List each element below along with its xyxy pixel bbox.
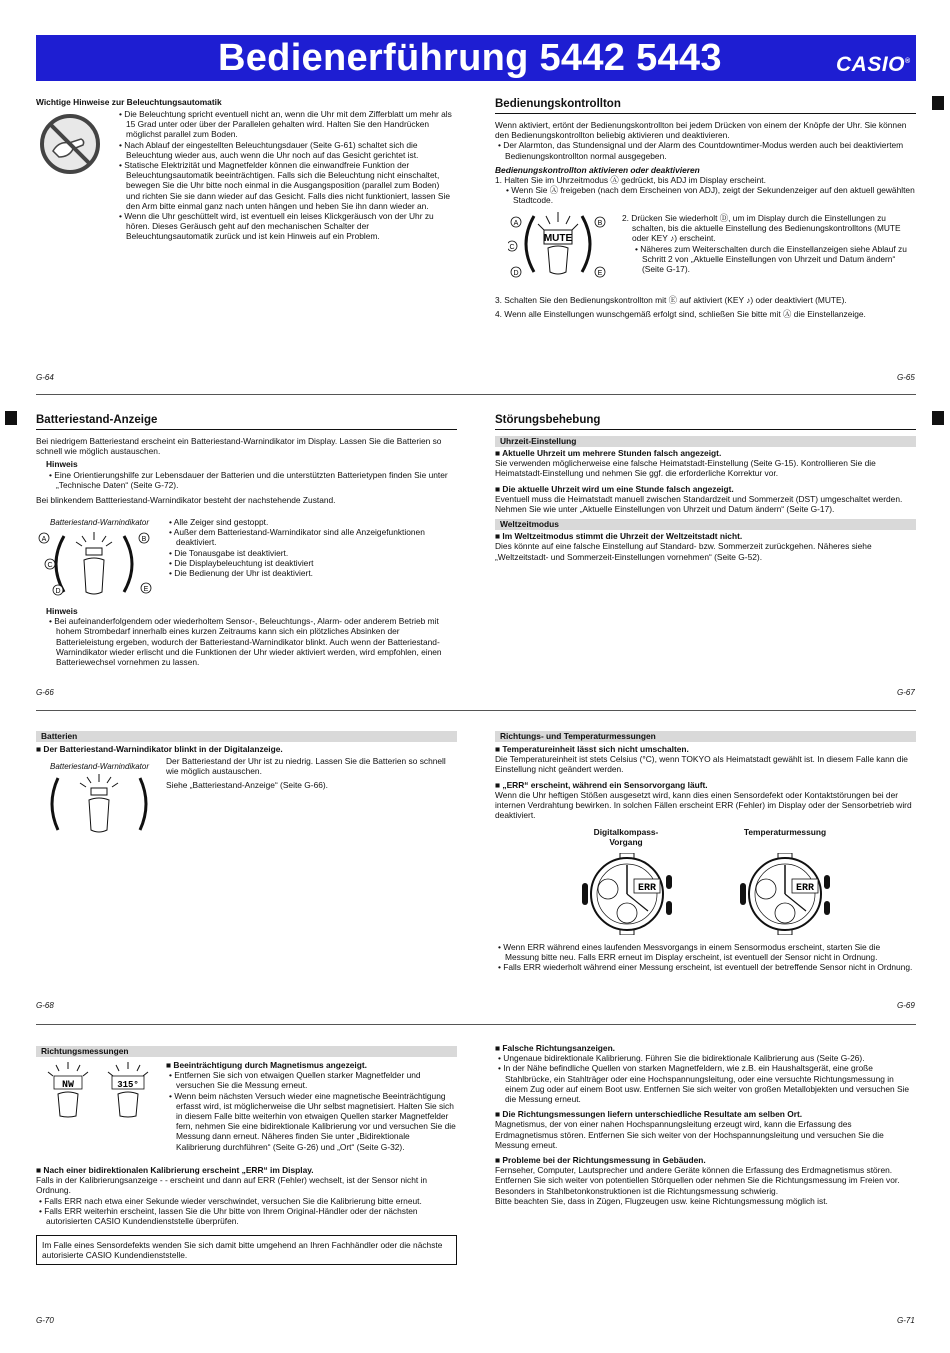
g70-q2-block <box>36 1165 457 1226</box>
err-display: ERR <box>637 883 657 894</box>
g69-fig2-title: Temperaturmessung <box>743 827 827 837</box>
section-g71 <box>495 1043 916 1206</box>
g71-bullet: • In der Nähe befindliche Quellen von starken Magnetfeldern, wie z.B. ein Haushaltsgerät, eine große Stahlbrücke, ein Stahlträger oder eine Hochspannungsleitung, oder eine versuchte Richtungsmessung in einem Zug oder auf einem Boot usw. Entfernen Sie sich weiter von großen Metallobjekten und versuchen Sie die Messung erneut. <box>495 1063 916 1104</box>
g70-bar: Richtungsmessungen <box>36 1046 457 1057</box>
g66-blink-intro: Bei blinkendem Battteriestand-Warnindikator besteht der nachstehende Zustand. <box>36 495 336 506</box>
g67-bar-world: Weltzeitmodus <box>495 519 916 530</box>
g70-q1-block <box>166 1060 456 1152</box>
g66-hinweis1: • Eine Orientierungshilfe zur Lebensdauer der Batterien und die unterstützten Batterietypen finden Sie unter „Technische Daten“ (Seite G-72). <box>46 470 457 490</box>
g65-steps-3-4 <box>495 295 916 319</box>
watch-display-degrees <box>100 1060 156 1118</box>
brand-logo <box>836 50 911 77</box>
button-label-a: A <box>513 220 519 227</box>
g69-bar: Richtungs- und Temperaturmessungen <box>495 731 916 742</box>
section-g68 <box>36 731 457 754</box>
section-g64 <box>36 97 456 242</box>
g65-step2-note: • Näheres zum Weiterschalten durch die Einstellanzeigen siehe Ablauf zu Schritt 2 von „Aktuelle Einstellungen von Uhrzeit und Datum ändern“ (Seite G-17). <box>632 244 916 275</box>
g69-q1: ■ Temperatureinheit lässt sich nicht umschalten. <box>495 744 916 754</box>
watch-display-nw <box>40 1060 96 1118</box>
g67-q2: ■ Die aktuelle Uhrzeit wird um eine Stunde falsch angezeigt. <box>495 484 916 494</box>
page-number-g64: G-64 <box>36 373 54 382</box>
button-label-e: E <box>143 586 149 593</box>
page-number-g70: G-70 <box>36 1316 54 1325</box>
g67-bar-time: Uhrzeit-Einstellung <box>495 436 916 447</box>
g71-bullet: • Ungenaue bidirektionale Kalibrierung. Führen Sie die bidirektionale Kalibrierung aus (Seite G-26). <box>495 1053 916 1063</box>
logo-mark: ® <box>905 58 911 65</box>
g69-fig1-title: Digitalkompass-Vorgang <box>593 827 659 848</box>
g65-step2-block <box>622 213 916 274</box>
g70-q1: ■ Beeinträchtigung durch Magnetismus angezeigt. <box>166 1060 456 1070</box>
display-nw-text: NW <box>61 1080 75 1091</box>
g67-q1: ■ Aktuelle Uhrzeit um mehrere Stunden falsch angezeigt. <box>495 448 916 458</box>
g70-bullet: • Falls ERR nach etwa einer Sekunde wieder verschwindet, versuchen Sie die Kalibrierung bitte erneut. <box>36 1196 457 1206</box>
g65-step1-note: • Wenn Sie Ⓐ freigeben (nach dem Erscheinen von ADJ), zeigt der Sekundenzeiger auf den aktuell gewählten Stadtcode. <box>503 185 916 205</box>
g68-answer <box>166 756 456 791</box>
button-label-a: A <box>41 536 47 543</box>
g69-q2: ■ „ERR“ erscheint, während ein Sensorvorgang läuft. <box>495 780 916 790</box>
g65-display-text: MUTE <box>543 233 573 244</box>
edge-mark-mid-left <box>5 411 17 425</box>
page-number-g68: G-68 <box>36 1001 54 1010</box>
g66-fig-caption: Batteriestand-Warnindikator <box>50 518 150 527</box>
section-g67 <box>495 413 916 562</box>
g64-bullet: • Nach Ablauf der eingestellten Beleuchtungsdauer (Seite G-61) schaltet sich die Beleuchtung wieder aus, auch wenn die Uhr noch auf das Gesicht gerichtet ist. <box>116 140 452 160</box>
g64-heading: Wichtige Hinweise zur Beleuchtungsautomatik <box>36 97 222 107</box>
g66-state: • Alle Zeiger sind gestoppt. <box>166 517 456 527</box>
g67-a2: Eventuell muss die Heimatstadt manuell zwischen Standardzeit und Sommerzeit (DST) umgeschaltet werden. Nehmen Sie wie unter „Aktuelle Einstellungen von Uhrzeit und Datum ändern“ (Seite G-17). <box>495 493 903 515</box>
g71-a2: Magnetismus, der von einer nahen Hochspannungsleitung erzeugt wird, kann die Erfassung des Erdmagnetismus stören. Entfernen Sie sich weiter von der Hochspannungsleitung und versuchen Sie die Messung erneut. <box>495 1119 884 1150</box>
g67-a3: Dies könnte auf eine falsche Einstellung auf Standard- bzw. Sommerzeit zurückgehen. Näheres siehe „Weltzeitstadt- und Sommerzeit-Einstellungen vornehmen“ (Seite G-52). <box>495 541 872 562</box>
section-g65 <box>495 97 916 206</box>
g69-a2: Wenn die Uhr heftigen Stößen ausgesetzt wird, kann dies einen Sensordefekt oder Kontaktstörungen bei der internen Verdrahtung bewirken. In solchen Fällen erscheint ERR (Fehler) im Display oder der Sensorbetrieb wird deaktiviert. <box>495 789 912 821</box>
button-label-b: B <box>141 536 147 543</box>
g65-step2: 2. Drücken Sie wiederholt Ⓓ, um im Display durch die Einstellungen zu schalten, bis die aktuelle Einstellung des Bedienungskontrolltons (MUTE oder KEY ♪) erscheint. <box>622 213 901 244</box>
g71-q2: ■ Die Richtungsmessungen liefern unterschiedliche Resultate am selben Ort. <box>495 1109 916 1119</box>
g65-intro: Wenn aktiviert, ertönt der Bedienungskontrollton bei jedem Drücken von einem der Knöpfe der Uhr. Sie können den Bedienungskontrollton beliebig aktivieren und deaktivieren. <box>495 120 907 141</box>
g66-intro: Bei niedrigem Batteriestand erscheint ein Batteriestand-Warnindikator im Display. Lassen Sie die Batterien so schnell wie möglich austauschen. <box>36 436 442 457</box>
button-label-d: D <box>55 588 61 595</box>
g66-state: • Die Tonausgabe ist deaktiviert. <box>166 548 456 558</box>
g70-q2: ■ Nach einer bidirektionalen Kalibrierung erscheint „ERR“ im Display. <box>36 1165 457 1175</box>
display-degrees-text: 315° <box>117 1080 139 1090</box>
g67-q3: ■ Im Weltzeitmodus stimmt die Uhrzeit der Weltzeitstadt nicht. <box>495 531 916 541</box>
g71-a3: Fernseher, Computer, Lautsprecher und andere Geräte können die Erfassung des Erdmagnetismus stören. Entfernen Sie sich weiter von potentiellen Störquellen oder nehmen Sie die Richtungsmessung im Freien vor. Besonders in Stahlbetonkonstruktionen ist die Richtungsmessung schwierig. <box>495 1165 900 1196</box>
g65-step3: 3. Schalten Sie den Bedienungskontrollton mit Ⓔ auf aktiviert (KEY ♪) oder deaktiviert (MUTE). <box>495 295 847 305</box>
g64-bullet: • Wenn die Uhr geschüttelt wird, ist eventuell ein leises Klickgeräusch von der Uhr zu hören. Dieses Geräusch geht auf den mechanischen Schalter der Beleuchtungsautomatik zurück und ist kein Hinweis auf ein Problem. <box>116 211 452 242</box>
page-number-g67: G-67 <box>897 688 915 697</box>
g66-hinweis2-block <box>36 606 457 667</box>
button-label-d: D <box>513 270 519 277</box>
section-g70 <box>36 1046 457 1057</box>
g66-hinweis1-title: Hinweis <box>46 459 78 470</box>
g64-bullets <box>116 109 452 242</box>
g68-a1b: Siehe „Batteriestand-Anzeige“ (Seite G-66). <box>166 780 328 791</box>
g68-bar: Batterien <box>36 731 457 742</box>
page-number-g71: G-71 <box>897 1316 915 1325</box>
g65-step1: 1. Halten Sie im Uhrzeitmodus Ⓐ gedrückt, bis ADJ im Display erscheint. <box>495 175 766 186</box>
g68-fig-caption: Batteriestand-Warnindikator <box>50 762 150 771</box>
g67-a1: Sie verwenden möglicherweise eine falsche Heimatstadt-Einstellung (Seite G-15). Kontrollieren Sie die Heimatstadt-Einstellung und nehmen Sie ggf. die erforderliche Korrektur vor. <box>495 458 876 479</box>
button-label-b: B <box>597 220 603 227</box>
g68-q1: ■ Der Batteriestand-Warnindikator blinkt in der Digitalanzeige. <box>36 744 457 754</box>
g66-state: • Außer dem Batteriestand-Warnindikator sind alle Anzeigefunktionen deaktiviert. <box>166 527 456 547</box>
battery-warning-watch-diagram <box>34 530 154 598</box>
button-label-e: E <box>597 270 603 277</box>
g68-a1: Der Batteriestand der Uhr ist zu niedrig. Lassen Sie die Batterien so schnell wie möglich austauschen. <box>166 756 446 777</box>
g71-q3: ■ Probleme bei der Richtungsmessung in Gebäuden. <box>495 1155 916 1165</box>
g65-step4: 4. Wenn alle Einstellungen wunschgemäß erfolgt sind, schließen Sie bitte mit Ⓐ die Einstellanzeige. <box>495 309 866 320</box>
g69-a1: Die Temperatureinheit ist stets Celsius (°C), wenn TOKYO als Heimatstadt gewählt ist. In diesem Falle kann die Einstellung nicht geändert werden. <box>495 754 908 775</box>
g66-hinweis2-title: Hinweis <box>46 606 78 616</box>
g64-bullet: • Statische Elektrizität und Magnetfelder können die einwandfreie Funktion der Beleuchtungsautomatik beeinträchtigen. Falls sich die Beleuchtung nicht einschaltet, bewegen Sie die Uhr bitte noch einmal in die Ausgangsposition (parallel zum Boden) und richten Sie sie dann wieder auf das Gesicht. Falls dies nicht funktioniert, lassen Sie den Arm bitte einmal ganz nach unten hängen und heben Sie ihn dann wieder an. <box>116 160 452 211</box>
err-display: ERR <box>795 883 815 894</box>
page-title: Bedienerführung 5442 5443 <box>218 37 722 79</box>
watch-face-temperature-err <box>738 853 832 935</box>
g70-bullet: • Wenn beim nächsten Versuch wieder eine magnetische Beeinträchtigung erfasst wird, ist möglicherweise die Uhr selbst magnetisiert. Halten Sie sich in diesem Falle bitte weiterhin von etwaigen Quellen starker Magnetfelder fern, nehmen Sie eine bidirektionale Kalibrierung vor und versuchen Sie die Messung dann erneut. Näheres finden Sie unter „Bidirektionale Kalibrierung durchführen“ (Seite G-26) und „Ort“ (Seite G-32). <box>166 1091 456 1152</box>
watch-mute-diagram <box>508 208 608 280</box>
g66-states <box>166 517 456 578</box>
g71-a3b: Bitte beachten Sie, dass in Zügen, Flugzeugen usw. keine Richtungsmessung möglich ist. <box>495 1195 828 1206</box>
g70-boxed-text: Im Falle eines Sensordefekts wenden Sie sich damit bitte umgehend an Ihren Fachhändler oder die nächste autorisierte CASIO Kundendienststelle. <box>42 1240 443 1261</box>
section-g69 <box>495 731 916 820</box>
page-number-g69: G-69 <box>897 1001 915 1010</box>
g69-bullet: • Falls ERR wiederholt während einer Messung erscheint, ist eventuell der betreffende Sensor nicht in Ordnung. <box>495 962 916 972</box>
g66-heading: Batteriestand-Anzeige <box>36 413 457 430</box>
g66-state: • Die Displaybeleuchtung ist deaktiviert <box>166 558 456 568</box>
edge-mark-top-right <box>932 96 944 110</box>
edge-mark-mid-right <box>932 411 944 425</box>
g71-q1: ■ Falsche Richtungsanzeigen. <box>495 1043 916 1053</box>
button-label-c: C <box>509 244 515 251</box>
g64-bullet: • Die Beleuchtung spricht eventuell nicht an, wenn die Uhr mit dem Zifferblatt um mehr als 15 Grad unter oder über der Parallelen gehalten wird. Halten Sie den Handrücken möglichst parallel zum Boden. <box>116 109 452 140</box>
g70-bullet: • Falls ERR weiterhin erscheint, lassen Sie die Uhr bitte von Ihrem Original-Händler oder der nächsten autorisierten CASIO Kundendienststelle überprüfen. <box>36 1206 457 1226</box>
button-label-c: C <box>47 562 53 569</box>
no-hand-tilt-icon <box>39 113 101 175</box>
g65-heading: Bedienungskontrollton <box>495 97 916 114</box>
g65-subheading: Bedienungskontrollton aktivieren oder deaktivieren <box>495 164 700 175</box>
g67-heading: Störungsbehebung <box>495 413 916 430</box>
g69-bullet: • Wenn ERR während eines laufenden Messvorgangs in einem Sensormodus erscheint, starten Sie die Messung bitte neu. Falls ERR erneut im Display erscheint, ist eventuell der Sensor nicht in Ordnung. <box>495 942 916 962</box>
battery-warning-watch-small <box>44 772 154 834</box>
g70-a2: Falls in der Kalibrierungsanzeige - - erscheint und dann auf ERR (Fehler) wechselt, ist der Sensor nicht in Ordnung. <box>36 1175 428 1196</box>
g66-hinweis2: • Bei aufeinanderfolgendem oder wiederholtem Sensor-, Beleuchtungs-, Alarm- oder anderem Betrieb mit hohem Strombedarf innerhalb eines kurzen Zeitraums kann sich ein plötzliches Absinken der Batterieleistung ergeben, wodurch der Batteriestand-Warnindikator blinkt. Auch wenn der Batteriestand-Warnindikator wieder erlischt und die Funktionen der Uhr wieder aktiviert werden, wird empfohlen, einen Batteriewechsel vornehmen zu lassen. <box>46 616 457 667</box>
page-number-g65: G-65 <box>897 373 915 382</box>
logo-text: CASIO <box>836 53 906 76</box>
g70-boxed-notice <box>36 1235 457 1265</box>
page-divider <box>36 1024 916 1025</box>
g69-bullets <box>495 942 916 973</box>
watch-face-compass-err <box>580 853 674 935</box>
g66-state: • Die Bedienung der Uhr ist deaktiviert. <box>166 568 456 578</box>
header-banner <box>36 35 916 81</box>
g70-bullet: • Entfernen Sie sich von etwaigen Quellen starker Magnetfelder und versuchen Sie die Messung erneut. <box>166 1070 456 1090</box>
section-g66 <box>36 413 457 505</box>
g65-note: • Der Alarmton, das Stundensignal und der Alarm des Countdowntimer-Modus werden auch bei deaktiviertem Bedienungskontrollton normal ausgegeben. <box>495 140 916 160</box>
page-divider <box>36 394 916 395</box>
page-divider <box>36 710 916 711</box>
page-number-g66: G-66 <box>36 688 54 697</box>
